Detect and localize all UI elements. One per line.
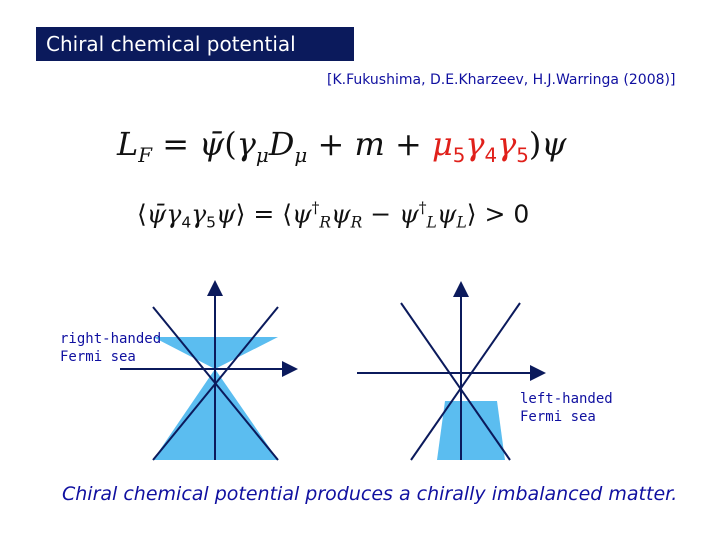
citation: [K.Fukushima, D.E.Kharzeev, H.J.Warringa (2008)] <box>327 72 676 88</box>
caption: Chiral chemical potential produces a chirally imbalanced matter. <box>62 483 678 505</box>
right-handed-label: right-handed Fermi sea <box>60 331 162 365</box>
chirality-imbalance-equation: $⟨\psī\gamma_4\gamma_5\psi⟩$ = $⟨\psi^\dagger_R\psi_R$ − $\psi^\dagger_L\psi_L⟩ > 0$ <box>137 199 530 232</box>
right-handed-diagram <box>120 282 296 460</box>
slide-title: Chiral chemical potential <box>36 27 354 61</box>
left-handed-label: left-handed Fermi sea <box>520 391 613 425</box>
chiral-potential-term: $\mu_5\gamma_4\gamma_5$ <box>431 125 529 167</box>
lagrangian-equation: $L_F$ = $\psī(\gamma_\mu D_\mu + m + \mu_5\gamma_4\gamma_5)\psi$ <box>117 125 567 167</box>
left-handed-diagram <box>357 283 544 460</box>
left-handed-fermi-sea <box>437 401 505 460</box>
